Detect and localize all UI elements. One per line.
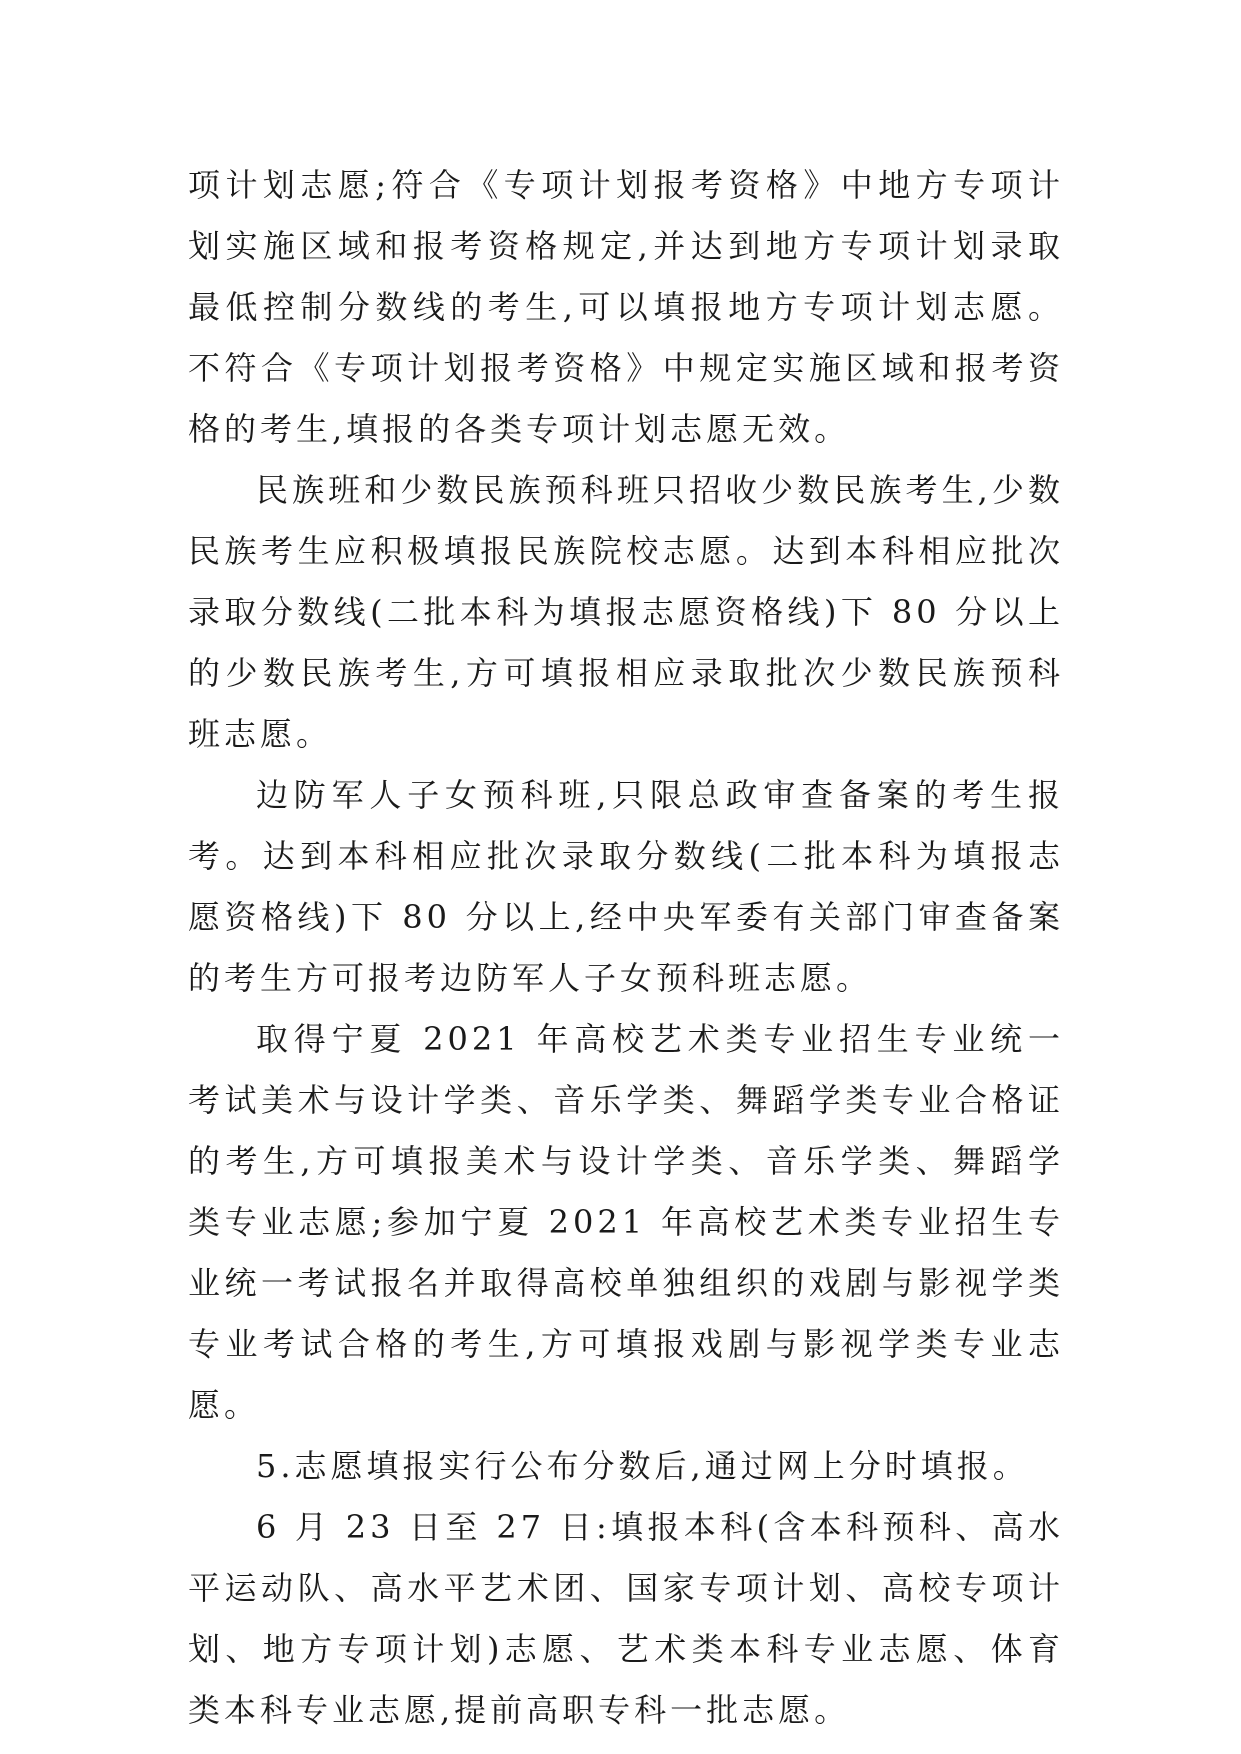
- paragraph-2: 民族班和少数民族预科班只招收少数民族考生,少数民族考生应积极填报民族院校志愿。达到本科相应批次录取分数线(二批本科为填报志愿资格线)下 80 分以上的少数民族考生,方可填报相应录取批次少数民族预科班志愿。: [188, 471, 1064, 753]
- document-body: [188, 155, 1064, 1741]
- paragraph-5: 5.志愿填报实行公布分数后,通过网上分时填报。: [256, 1447, 1029, 1485]
- paragraph-6: 6 月 23 日至 27 日:填报本科(含本科预科、高水平运动队、高水平艺术团、国家专项计划、高校专项计划、地方专项计划)志愿、艺术类本科专业志愿、体育类本科专业志愿,提前高职专科一批志愿。: [188, 1508, 1064, 1729]
- paragraph-3: 边防军人子女预科班,只限总政审查备案的考生报考。达到本科相应批次录取分数线(二批本科为填报志愿资格线)下 80 分以上,经中央军委有关部门审查备案的考生方可报考边防军人子女预科班志愿。: [188, 776, 1064, 997]
- paragraph-4: 取得宁夏 2021 年高校艺术类专业招生专业统一考试美术与设计学类、音乐学类、舞蹈学类专业合格证的考生,方可填报美术与设计学类、音乐学类、舞蹈学类专业志愿;参加宁夏 2021 年高校艺术类专业招生专业统一考试报名并取得高校单独组织的戏剧与影视学类专业考试合格的考生,方可填报戏剧与影视学类专业志愿。: [188, 1020, 1064, 1424]
- paragraph-1: 项计划志愿;符合《专项计划报考资格》中地方专项计划实施区域和报考资格规定,并达到地方专项计划录取最低控制分数线的考生,可以填报地方专项计划志愿。不符合《专项计划报考资格》中规定实施区域和报考资格的考生,填报的各类专项计划志愿无效。: [188, 166, 1064, 448]
